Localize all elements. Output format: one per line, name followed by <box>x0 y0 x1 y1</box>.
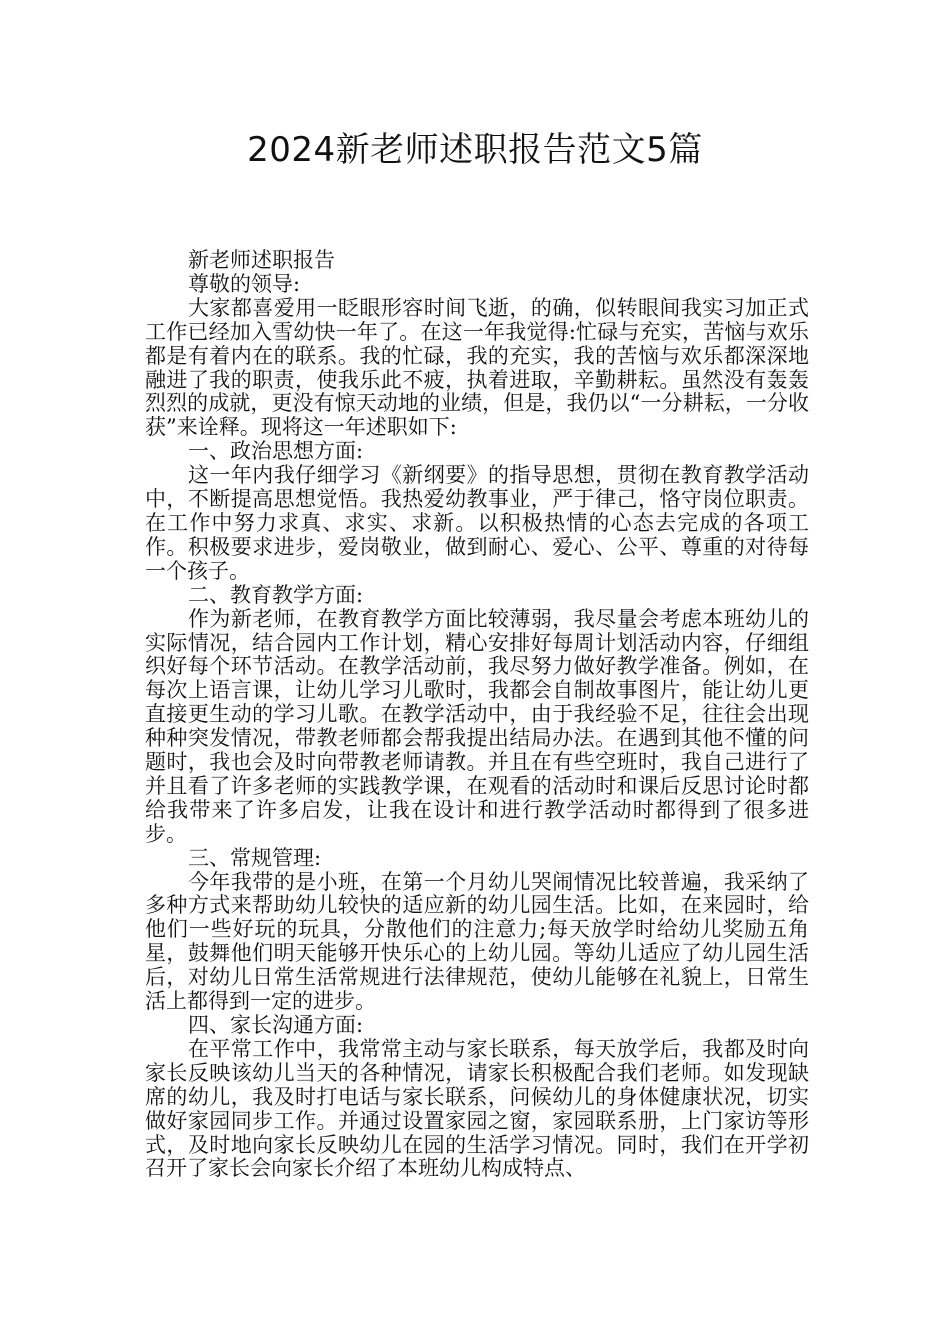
section-heading-political: 一、政治思想方面: <box>188 439 364 464</box>
section-heading-routine: 三、常规管理: <box>188 845 322 870</box>
paragraph-routine: 今年我带的是小班，在第一个月幼儿哭闹情况比较普遍，我采纳了多种方式来帮助幼儿较快的适应新的幼儿园生活。比如，在来园时，给他们一些好玩的玩具，分散他们的注意力;每天放学时给幼儿奖励五角星，鼓舞他们明天能够开快乐心的上幼儿园。等幼儿适应了幼儿园生活后，对幼儿日常生活常规进行法律规范，使幼儿能够在礼貌上，日常生活上都得到一定的进步。 <box>145 869 809 1014</box>
section-heading-parents: 四、家长沟通方面: <box>188 1013 364 1037</box>
paragraph-salutation: 尊敬的领导: <box>188 271 301 296</box>
paragraph-parents: 在平常工作中，我常常主动与家长联系，每天放学后，我都及时向家长反映该幼儿当天的各种情况，请家长积极配合我们老师。如发现缺席的幼儿，我及时打电话与家长联系，问候幼儿的身体健康状况，切实做好家园同步工作。并通过设置家园之窗，家园联系册，上门家访等形式，及时地向家长反映幼儿在园的生活学习情况。同时，我们在开学初召开了家长会向家长介绍了本班幼儿构成特点、 <box>145 1036 809 1181</box>
document-body <box>145 249 809 1181</box>
paragraph-teaching: 作为新老师，在教育教学方面比较薄弱，我尽量会考虑本班幼儿的实际情况，结合园内工作计划，精心安排好每周计划活动内容，仔细组织好每个环节活动。在教学活动前，我尽努力做好教学准备。例如，在每次上语言课，让幼儿学习儿歌时，我都会自制故事图片，能让幼儿更直接更生动的学习儿歌。在教学活动中，由于我经验不足，往往会出现种种突发情况，带教老师都会帮我提出结局办法。在遇到其他不懂的问题时，我也会及时向带教老师请教。并且在有些空班时，我自己进行了并且看了许多老师的实践教学课，在观看的活动时和课后反思讨论时都给我带来了许多启发，让我在设计和进行教学活动时都得到了很多进步。 <box>145 606 809 846</box>
paragraph-political: 这一年内我仔细学习《新纲要》的指导思想，贯彻在教育教学活动中，不断提高思想觉悟。我热爱幼教事业，严于律己，恪守岗位职责。在工作中努力求真、求实、求新。以积极热情的心态去完成的各项工作。积极要求进步，爱岗敬业，做到耐心、爱心、公平、尊重的对待每一个孩子。 <box>145 463 809 583</box>
paragraph-intro: 大家都喜爱用一眨眼形容时间飞逝，的确，似转眼间我实习加正式工作已经加入雪幼快一年了。在这一年我觉得:忙碌与充实，苦恼与欢乐都是有着内在的联系。我的忙碌，我的充实，我的苦恼与欢乐都深深地融进了我的职责，使我乐此不疲，执着进取，辛勤耕耘。虽然没有轰轰烈烈的成就，更没有惊天动地的业绩，但是，我仍以“一分耕耘，一分收获”来诠释。现将这一年述职如下: <box>145 295 809 440</box>
section-heading-teaching: 二、教育教学方面: <box>188 582 364 607</box>
document-title: 2024新老师述职报告范文5篇 <box>247 130 703 170</box>
paragraph-report-heading: 新老师述职报告 <box>188 248 335 272</box>
